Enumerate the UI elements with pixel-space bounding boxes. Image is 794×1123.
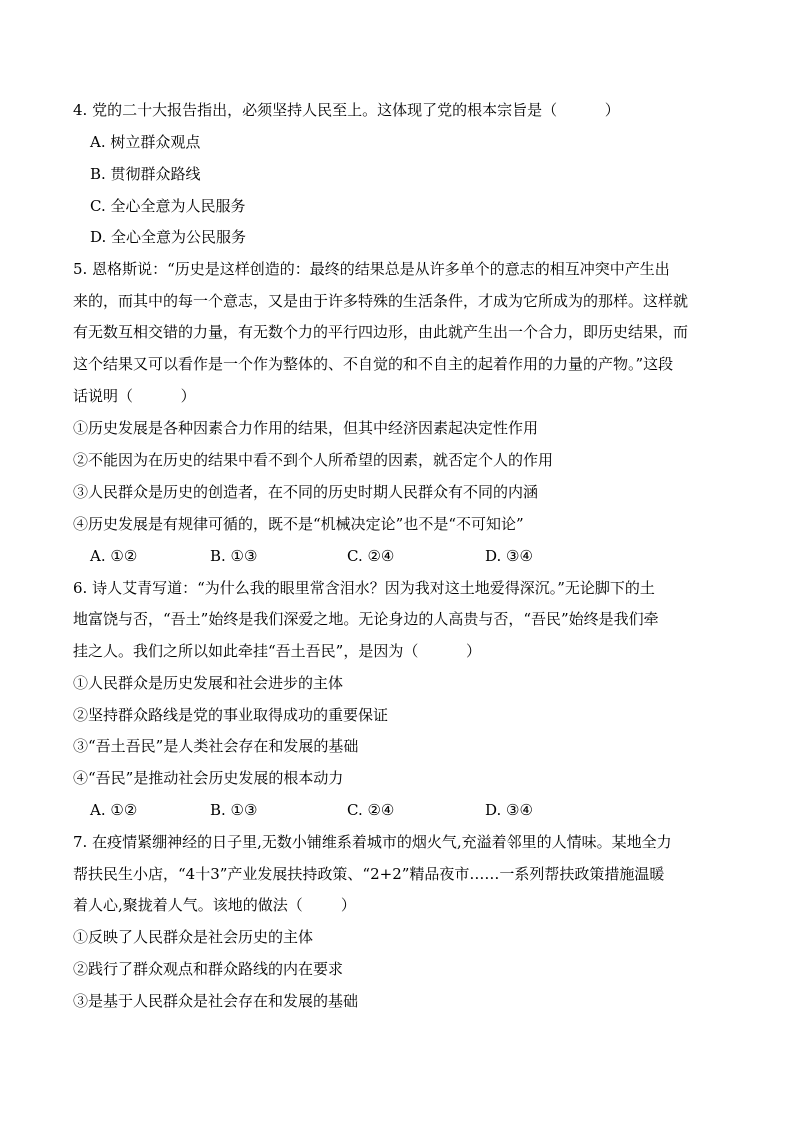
q5-statement-4: ④历史发展是有规律可循的，既不是“机械决定论”也不是“不可知论” bbox=[73, 515, 524, 533]
q7-statement-1: ①反映了人民群众是社会历史的主体 bbox=[73, 928, 314, 946]
q6-choices bbox=[90, 799, 690, 821]
q7-stem-line-2: 帮扶民生小店，“4十3”产业发展扶持政策、“2+2”精品夜市……一系列帮扶政策措施温暖 bbox=[73, 865, 665, 883]
q5-choices bbox=[90, 545, 690, 567]
q7-statement-3: ③是基于人民群众是社会存在和发展的基础 bbox=[73, 992, 359, 1010]
q6-choice-a: A. ①② bbox=[90, 801, 138, 819]
q5-stem-line-1: 5. 恩格斯说：“历史是这样创造的：最终的结果总是从许多单个的意志的相互冲突中产生出 bbox=[73, 260, 670, 278]
q5-stem-line-5: 话说明（ ） bbox=[73, 387, 196, 405]
q6-choice-d: D. ③④ bbox=[485, 801, 533, 819]
q6-stem-line-2: 地富饶与否，“吾土”始终是我们深爱之地。无论身边的人高贵与否，“吾民”始终是我们牵 bbox=[73, 610, 659, 628]
q5-stem-line-2: 来的，而其中的每一个意志，又是由于许多特殊的生活条件，才成为它所成为的那样。这样就 bbox=[73, 292, 689, 310]
q7-stem-line-1: 7. 在疫情紧绷神经的日子里,无数小铺维系着城市的烟火气,充溢着邻里的人情味。某地全力 bbox=[73, 833, 672, 851]
q6-statement-4: ④“吾民”是推动社会历史发展的根本动力 bbox=[73, 769, 344, 787]
q5-stem-line-4: 这个结果又可以看作是一个作为整体的、不自觉的和不自主的起着作用的力量的产物。”这段 bbox=[73, 355, 674, 373]
q5-choice-d: D. ③④ bbox=[485, 547, 533, 565]
q5-choice-b: B. ①③ bbox=[210, 547, 258, 565]
q4-option-d: D. 全心全意为公民服务 bbox=[90, 228, 247, 246]
q4-option-c: C. 全心全意为人民服务 bbox=[90, 197, 246, 215]
q4-option-b: B. 贯彻群众路线 bbox=[90, 165, 201, 183]
q6-statement-1: ①人民群众是历史发展和社会进步的主体 bbox=[73, 674, 344, 692]
q6-statement-2: ②坚持群众路线是党的事业取得成功的重要保证 bbox=[73, 706, 389, 724]
q4-stem: 4. 党的二十大报告指出，必须坚持人民至上。这体现了党的根本宗旨是（ ） bbox=[73, 101, 620, 119]
q5-statement-1: ①历史发展是各种因素合力作用的结果，但其中经济因素起决定性作用 bbox=[73, 419, 539, 437]
q6-choice-c: C. ②④ bbox=[347, 801, 395, 819]
q5-choice-a: A. ①② bbox=[90, 547, 138, 565]
q5-statement-2: ②不能因为在历史的结果中看不到个人所希望的因素，就否定个人的作用 bbox=[73, 451, 554, 469]
q5-statement-3: ③人民群众是历史的创造者，在不同的历史时期人民群众有不同的内涵 bbox=[73, 483, 539, 501]
q4-option-a: A. 树立群众观点 bbox=[90, 133, 201, 151]
q5-choice-c: C. ②④ bbox=[347, 547, 395, 565]
q6-statement-3: ③“吾土吾民”是人类社会存在和发展的基础 bbox=[73, 737, 359, 755]
q6-stem-line-1: 6. 诗人艾青写道：“为什么我的眼里常含泪水？因为我对这土地爱得深沉。”无论脚下的土 bbox=[73, 579, 655, 597]
q7-statement-2: ②践行了群众观点和群众路线的内在要求 bbox=[73, 960, 344, 978]
q7-stem-line-3: 着人心,聚拢着人气。该地的做法（ ） bbox=[73, 896, 356, 914]
q6-choice-b: B. ①③ bbox=[210, 801, 258, 819]
q5-stem-line-3: 有无数互相交错的力量，有无数个力的平行四边形，由此就产生出一个合力，即历史结果，而 bbox=[73, 323, 689, 341]
q6-stem-line-3: 挂之人。我们之所以如此牵挂“吾土吾民”，是因为（ ） bbox=[73, 642, 482, 660]
